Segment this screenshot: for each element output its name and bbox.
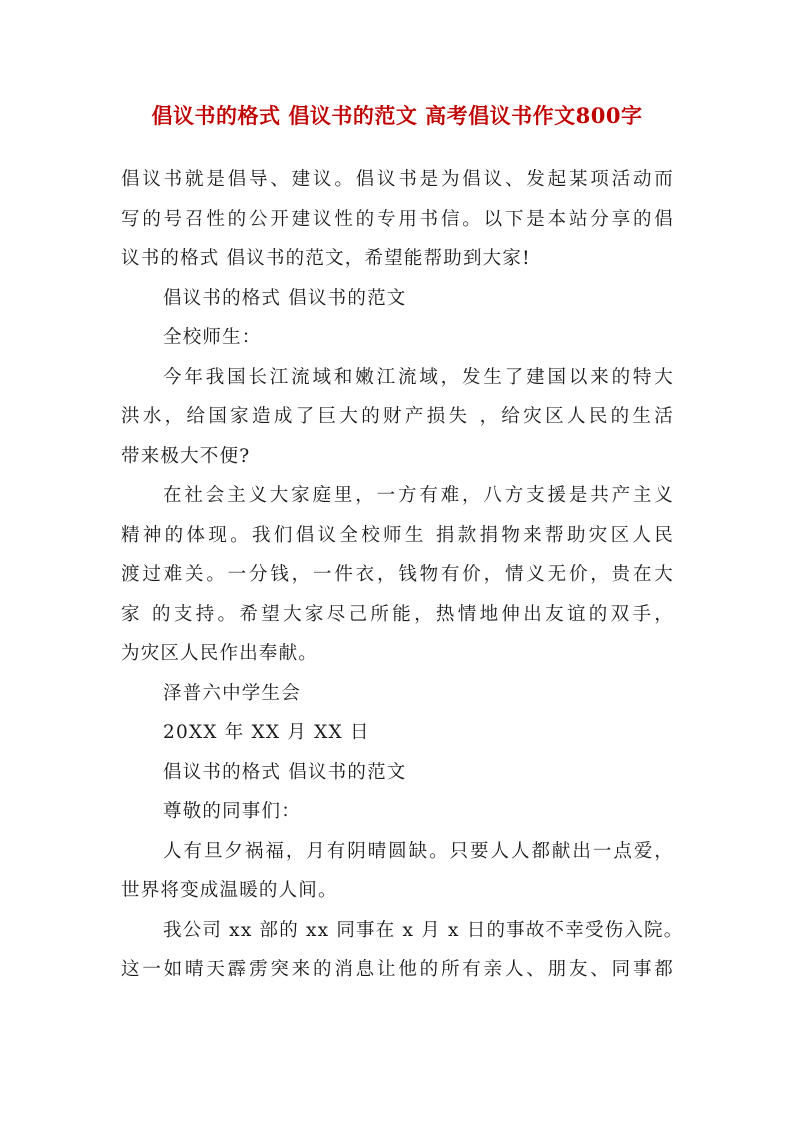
paragraph-line: 议书的格式 倡议书的范文，希望能帮助到大家! [121,248,531,269]
section-heading: 倡议书的格式 倡议书的范文 [163,287,407,309]
signature-organization: 泽普六中学生会 [163,682,301,704]
paragraph-line: 人有旦夕祸福，月有阴晴圆缺。只要人人都献出一点爱， [163,840,674,862]
paragraph-line: 精神的体现。我们倡议全校师生 捐款捐物来帮助灾区人民 [121,524,674,546]
paragraph-line: 家 的支持。希望大家尽己所能，热情地伸出友谊的双手， [121,603,674,625]
salutation: 全校师生： [163,327,262,348]
paragraph-line: 今年我国长江流域和嫩江流域，发生了建国以来的特大 [163,366,674,388]
paragraph-line: 这一如晴天霹雳突来的消息让他的所有亲人、朋友、同事都 [121,959,674,980]
paragraph-line: 世界将变成温暖的人间。 [121,880,338,901]
salutation: 尊敬的同事们： [163,801,301,822]
paragraph-line: 为灾区人民作出奉献。 [121,643,319,664]
paragraph-line: 我公司 xx 部的 xx 同事在 x 月 x 日的事故不幸受伤入院。 [163,919,684,941]
document-title: 倡议书的格式 倡议书的范文 高考倡议书作文800字 [151,103,643,128]
section-heading: 倡议书的格式 倡议书的范文 [163,761,407,783]
paragraph-line: 渡过难关。一分钱，一件衣，钱物有价，情义无价，贵在大 [121,564,674,585]
document-body [121,160,684,990]
paragraph-line: 在社会主义大家庭里，一方有难，八方支援是共产主义 [163,485,674,506]
paragraph-line: 写的号召性的公开建议性的专用书信。以下是本站分享的倡 [121,208,674,230]
paragraph-line: 洪水，给国家造成了巨大的财产损失 ，给灾区人民的生活 [121,406,674,427]
signature-date: 20XX 年 XX 月 XX 日 [163,722,370,743]
paragraph-line: 倡议书就是倡导、建议。倡议书是为倡议、发起某项活动而 [121,169,674,190]
paragraph-line: 带来极大不便? [121,445,251,467]
